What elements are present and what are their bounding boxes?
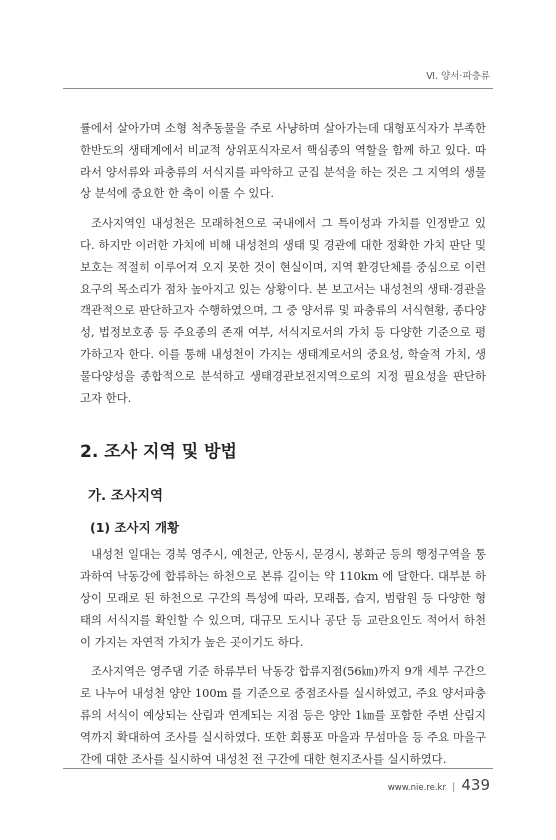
running-head: Ⅵ. 양서·파충류 xyxy=(426,71,490,82)
sub-subsection-heading: (1) 조사지 개황 xyxy=(90,520,180,536)
section-heading: 2. 조사 지역 및 방법 xyxy=(80,442,237,463)
page-footer xyxy=(388,776,490,794)
subsection-heading: 가. 조사지역 xyxy=(88,488,164,505)
footer-url: www.nie.re.kr xyxy=(387,783,446,793)
header-rule xyxy=(63,88,493,89)
footer-separator: | xyxy=(451,782,456,793)
footer-rule xyxy=(63,768,493,769)
paragraph-2: 조사지역인 내성천은 모래하천으로 국내에서 그 특이성과 가치를 인정받고 있다. 하지만 이러한 가치에 비해 내성천의 생태 및 경관에 대한 정확한 가치 판단 및 보호는 적절히 이루어져 오지 못한 것이 현실이며, 지역 환경단체를 중심으로 이런 요구의 목소리가 점차 높아지고 있는 상황이다. 본 보고서는 내성천의 생태·경관을 객관적으로 판단하고자 수행하였으며, 그 중 양서류 및 파충류의 서식현황, 종다양성, 법정보호종 등 주요종의 존재 여부, 서식지로서의 가치 등 다양한 기준으로 평가하고자 한다. 이를 통해 내성천이 가지는 생태계로서의 중요성, 학술적 가치, 생물다양성을 종합적으로 분석하고 생태경관보전지역으로의 지정 필요성을 판단하고자 한다. xyxy=(80,216,486,405)
paragraph-1: 률에서 살아가며 소형 척추동물을 주로 사냥하며 살아가는데 대형포식자가 부족한 한반도의 생태계에서 비교적 상위포식자로서 핵심종의 역할을 함께 하고 있다. 따라서 양서류와 파충류의 서식지를 파악하고 군집 분석을 하는 것은 그 지역의 생물상 분석에 중요한 한 축이 이룰 수 있다. xyxy=(80,121,486,201)
page-body xyxy=(80,118,486,770)
paragraph-4: 조사지역은 영주댐 기준 하류부터 낙동강 합류지점(56㎞)까지 9개 세부 구간으로 나누어 내성천 양안 100m 를 기준으로 중점조사를 실시하였고, 주요 양서파충류의 서식이 예상되는 산림과 연계되는 지점 등은 양안 1㎞를 포함한 주변 산림지역까지 확대하여 조사를 실시하였다. 또한 회룡포 마을과 무섬마을 등 주요 마을구간에 대한 조사를 실시하여 내성천 전 구간에 대한 현지조사를 실시하였다. xyxy=(80,664,486,766)
paragraph-3: 내성천 일대는 경북 영주시, 예천군, 안동시, 문경시, 봉화군 등의 행정구역을 통과하여 낙동강에 합류하는 하천으로 본류 길이는 약 110km 에 달한다. 대부분 하상이 모래로 된 하천으로 구간의 특성에 따라, 모래톱, 습지, 범람원 등 다양한 형태의 서식지를 확인할 수 있으며, 대규모 도시나 공단 등 교란요인도 적어서 하천이 가지는 자연적 가치가 높은 곳이기도 하다. xyxy=(80,547,486,649)
page-number: 439 xyxy=(461,776,490,794)
